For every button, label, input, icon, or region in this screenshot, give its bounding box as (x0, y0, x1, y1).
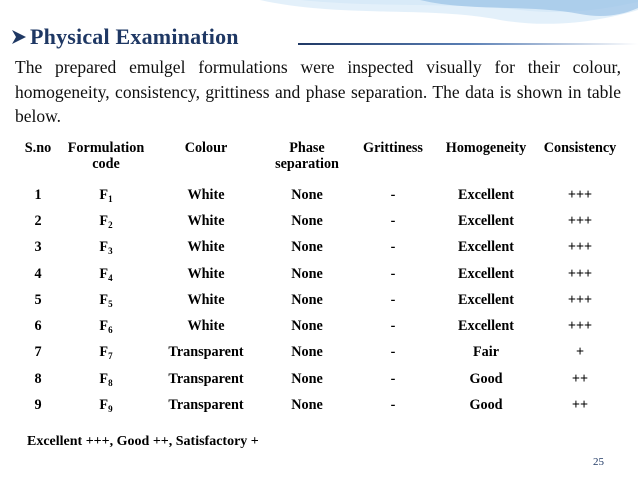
cell-code: $F_5$ (99, 291, 113, 309)
cell-code: $F_8$ (99, 370, 113, 388)
cell-colour: White (187, 239, 225, 256)
table-row (14, 235, 622, 261)
cell-colour: White (187, 186, 225, 203)
cell-phase: None (291, 186, 323, 203)
cell-grittiness: - (390, 212, 396, 229)
cell-sno: 3 (34, 239, 42, 256)
table-row (14, 182, 622, 208)
cell-colour: White (187, 291, 225, 308)
cell-sno: 1 (34, 186, 42, 203)
page-number: 25 (593, 456, 604, 468)
table-row (14, 208, 622, 234)
header-phase-separation: Phase separation (275, 140, 339, 172)
examination-table (14, 140, 622, 419)
header-formulation-code: Formulation code (67, 140, 145, 172)
cell-colour: Transparent (168, 370, 244, 387)
cell-grittiness: - (390, 239, 396, 256)
cell-sno: 6 (34, 318, 42, 335)
cell-sno: 2 (34, 212, 42, 229)
header-homogeneity: Homogeneity (445, 140, 527, 156)
cell-phase: None (291, 318, 323, 335)
table-row (14, 287, 622, 313)
cell-code: $F_6$ (99, 318, 113, 336)
cell-code: $F_7$ (99, 344, 113, 362)
cell-consistency: ++ (571, 370, 589, 387)
cell-sno: 5 (34, 291, 42, 308)
cell-phase: None (291, 370, 323, 387)
cell-code: $F_4$ (99, 265, 113, 283)
cell-homogeneity: Excellent (458, 291, 514, 308)
cell-colour: Transparent (168, 344, 244, 361)
slide-heading (10, 24, 239, 50)
heading-text: Physical Examination (30, 24, 239, 49)
heading-underline (298, 43, 638, 45)
header-grittiness: Grittiness (363, 140, 423, 156)
cell-consistency: +++ (567, 186, 593, 203)
cell-consistency: +++ (567, 318, 593, 335)
cell-colour: White (187, 265, 225, 282)
cell-homogeneity: Excellent (458, 318, 514, 335)
cell-consistency: +++ (567, 265, 593, 282)
cell-consistency: +++ (567, 291, 593, 308)
cell-sno: 8 (34, 370, 42, 387)
cell-phase: None (291, 344, 323, 361)
cell-homogeneity: Fair (473, 344, 499, 361)
cell-grittiness: - (390, 291, 396, 308)
cell-grittiness: - (390, 318, 396, 335)
cell-homogeneity: Good (469, 397, 503, 414)
table-row (14, 392, 622, 418)
table-row (14, 313, 622, 339)
cell-consistency: +++ (567, 212, 593, 229)
cell-homogeneity: Good (469, 370, 503, 387)
cell-colour: White (187, 212, 225, 229)
cell-code: $F_9$ (99, 397, 113, 415)
cell-code: $F_2$ (99, 212, 113, 230)
table-row (14, 366, 622, 392)
consistency-legend: Excellent +++, Good ++, Satisfactory + (27, 434, 259, 449)
cell-code: $F_1$ (99, 186, 113, 204)
cell-code: $F_3$ (99, 239, 113, 257)
cell-phase: None (291, 212, 323, 229)
cell-homogeneity: Excellent (458, 239, 514, 256)
cell-sno: 4 (34, 265, 42, 282)
cell-consistency: +++ (567, 239, 593, 256)
cell-phase: None (291, 397, 323, 414)
cell-sno: 7 (34, 344, 42, 361)
cell-homogeneity: Excellent (458, 265, 514, 282)
cell-grittiness: - (390, 397, 396, 414)
cell-sno: 9 (34, 397, 42, 414)
cell-grittiness: - (390, 370, 396, 387)
cell-homogeneity: Excellent (458, 212, 514, 229)
table-header-row (14, 140, 622, 182)
cell-grittiness: - (390, 265, 396, 282)
cell-consistency: ++ (571, 397, 589, 414)
cell-phase: None (291, 291, 323, 308)
cell-homogeneity: Excellent (458, 186, 514, 203)
intro-paragraph: The prepared emulgel formulations were inspected visually for their colour, homogeneity, consistency, grittiness and phase separation. The data is shown in table below. (15, 57, 621, 126)
cell-colour: Transparent (168, 397, 244, 414)
cell-grittiness: - (390, 186, 396, 203)
header-sno: S.no (24, 140, 52, 156)
arrow-bullet-icon (10, 28, 28, 46)
cell-consistency: + (575, 344, 585, 361)
cell-phase: None (291, 239, 323, 256)
table-row (14, 340, 622, 366)
cell-grittiness: - (390, 344, 396, 361)
cell-phase: None (291, 265, 323, 282)
table-row (14, 261, 622, 287)
header-consistency: Consistency (543, 140, 617, 156)
cell-colour: White (187, 318, 225, 335)
header-colour: Colour (184, 140, 228, 156)
